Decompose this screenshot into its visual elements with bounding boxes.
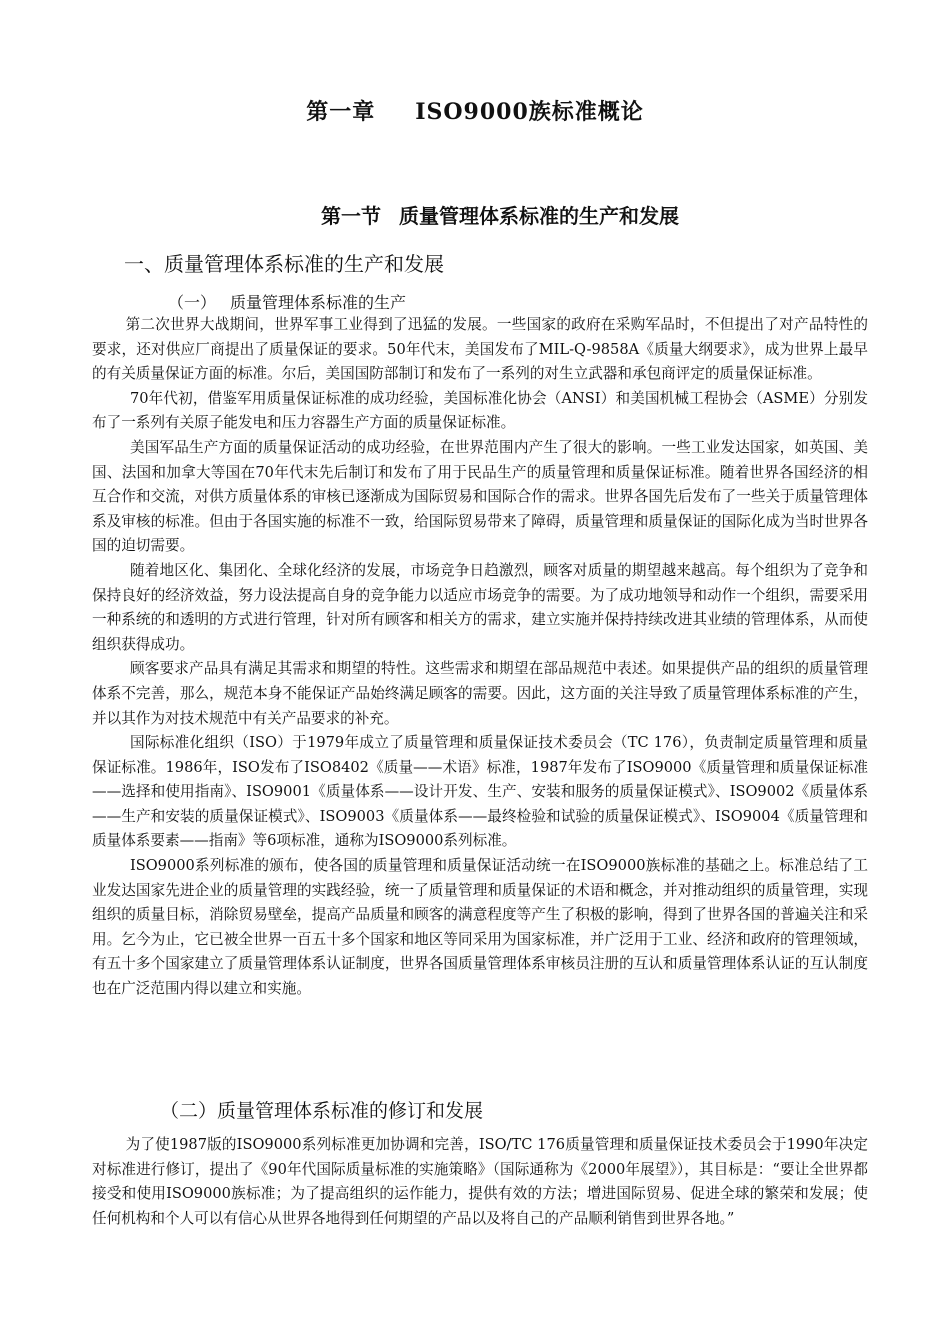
paragraph: 第二次世界大战期间，世界军事工业得到了迅猛的发展。一些国家的政府在采购军品时，不但提出了对产品特性的要求，还对供应厂商提出了质量保证的要求。50年代末，美国发布了MIL-Q-9858A《质量大纲要求》，成为世界上最早的有关质量保证方面的标准。尔后，美国国防部制订和发布了一系列的对生立武器和承包商评定的质量保证标准。 [92, 316, 868, 383]
body-text-2 [92, 1133, 868, 1231]
paragraph: 国际标准化组织（ISO）于1979年成立了质量管理和质量保证技术委员会（TC 176），负责制定质量管理和质量保证标准。1986年，ISO发布了ISO8402《质量——术语》标准，1987年发布了ISO9000《质量管理和质量保证标准——选择和使用指南》、ISO9001《质量体系——设计开发、生产、安装和服务的质量保证模式》、ISO9002《质量体系——生产和安装的质量保证模式》、ISO9003《质量体系——最终检验和试验的质量保证模式》、ISO9004《质量管理和质量体系要素——指南》等6项标准，通称为ISO9000系列标准。 [92, 734, 868, 850]
paragraph: 随着地区化、集团化、全球化经济的发展，市场竞争日趋激烈，顾客对质量的期望越来越高。每个组织为了竞争和保持良好的经济效益，努力设法提高自身的竞争能力以适应市场竞争的需要。为了成功地领导和动作一个组织，需要采用一种系统的和透明的方式进行管理，针对所有顾客和相关方的需求，建立实施并保持持续改进其业绩的管理体系，从而使组织获得成功。 [92, 561, 868, 653]
body-text-1 [92, 313, 868, 1002]
chapter-name: ISO9000族标准概论 [415, 99, 644, 125]
subsection-heading-1 [168, 290, 406, 313]
paragraph: ISO9000系列标准的颁布，使各国的质量管理和质量保证活动统一在ISO9000族标准的基础之上。标准总结了工业发达国家先进企业的质量管理的实践经验，统一了质量管理和质量保证的术语和概念，并对推动组织的质量管理，实现组织的质量目标，消除贸易壁垒，提高产品质量和顾客的满意程度等产生了积极的影响，得到了世界各国的普遍关注和采用。乞今为止，它已被全世界一百五十多个国家和地区等同采用为国家标准，并广泛用于工业、经济和政府的管理领域，有五十多个国家建立了质量管理体系认证制度，世界各国质量管理体系审核员注册的互认和质量管理体系认证的互认制度也在广泛范围内得以建立和实施。 [92, 857, 868, 998]
paragraph: 美国军品生产方面的质量保证活动的成功经验，在世界范围内产生了很大的影响。一些工业发达国家，如英国、美国、法国和加拿大等国在70年代末先后制订和发布了用于民品生产的质量管理和质量保证标准。随着世界各国经济的相互合作和交流，对供方质量体系的审核已逐渐成为国际贸易和国际合作的需求。世界各国先后发布了一些关于质量管理体系及审核的标准。但由于各国实施的标准不一致，给国际贸易带来了障碍，质量管理和质量保证的国际化成为当时世界各国的迫切需要。 [92, 438, 868, 555]
section-name: 质量管理体系标准的生产和发展 [399, 204, 679, 228]
heading-level-1: 一、质量管理体系标准的生产和发展 [124, 252, 444, 276]
section-title [0, 200, 950, 229]
paragraph: 70年代初，借鉴军用质量保证标准的成功经验，美国标准化协会（ANSI）和美国机械工程协会（ASME）分别发布了一系列有关原子能发电和压力容器生产方面的质量保证标准。 [92, 389, 868, 432]
subsection-label: （一） [168, 293, 217, 312]
chapter-title [0, 95, 950, 126]
paragraph: 顾客要求产品具有满足其需求和期望的特性。这些需求和期望在部品规范中表述。如果提供产品的组织的质量管理体系不完善，那么，规范本身不能保证产品始终满足顾客的需要。因此，这方面的关注导致了质量管理体系标准的产生，并以其作为对技术规范中有关产品要求的补充。 [92, 660, 868, 727]
subsection-name: 质量管理体系标准的生产 [230, 293, 407, 312]
section-label: 第一节 [321, 204, 381, 228]
paragraph: 为了使1987版的ISO9000系列标准更加协调和完善，ISO/TC 176质量管理和质量保证技术委员会于1990年决定对标准进行修订，提出了《90年代国际质量标准的实施策略》（国际通称为《2000年展望》），其目标是：“要让全世界都接受和使用ISO9000族标准；为了提高组织的运作能力，提供有效的方法；增进国际贸易、促进全球的繁荣和发展；使任何机构和个人可以有信心从世界各地得到任何期望的产品以及将自己的产品顺利销售到世界各地。” [92, 1136, 868, 1227]
chapter-label: 第一章 [306, 99, 376, 125]
subsection-heading-2: （二）质量管理体系标准的修订和发展 [160, 1100, 484, 1122]
